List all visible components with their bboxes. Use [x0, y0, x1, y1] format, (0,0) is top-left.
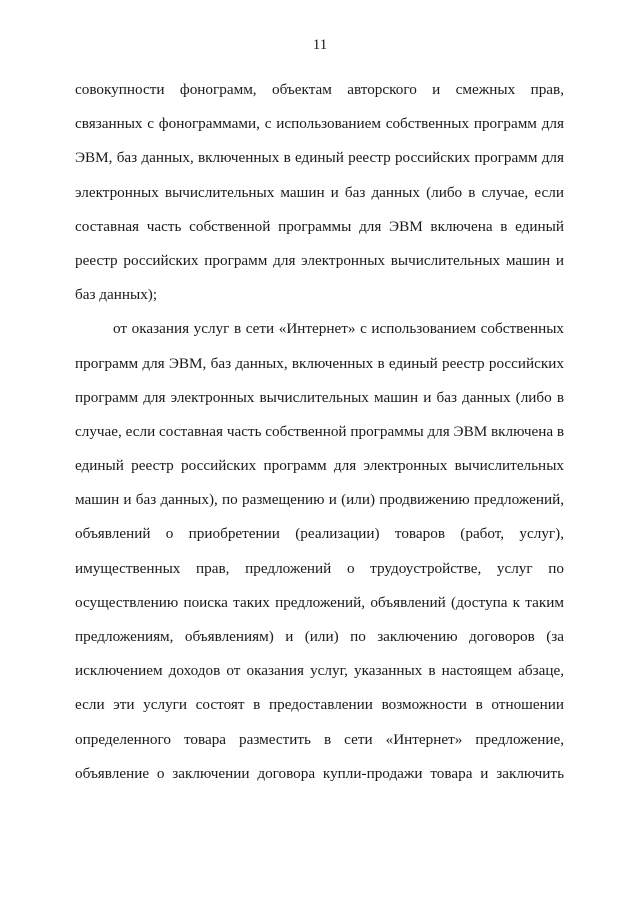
text-line: программ для ЭВМ, баз данных, включенных в единый реестр российских	[75, 354, 564, 372]
text-line: имущественных прав, предложений о трудоустройстве, услуг по	[75, 559, 564, 577]
text-line: случае, если составная часть собственной программы для ЭВМ включена в	[75, 422, 565, 440]
text-line: ЭВМ, баз данных, включенных в единый реестр российских программ для	[75, 149, 564, 167]
text-line: единый реестр российских программ для электронных вычислительных	[75, 457, 564, 475]
paragraph-1	[75, 73, 564, 312]
text-line: от оказания услуг в сети «Интернет» с использованием собственных	[113, 320, 564, 338]
text-line: объявлений о приобретении (реализации) товаров (работ, услуг),	[75, 525, 564, 543]
text-line: осуществлению поиска таких предложений, объявлений (доступа к таким	[75, 593, 564, 611]
text-line: если эти услуги состоят в предоставлении возможности в отношении	[75, 696, 564, 714]
text-line: связанных с фонограммами, с использованием собственных программ для	[75, 115, 564, 133]
text-line: электронных вычислительных машин и баз данных (либо в случае, если	[75, 183, 564, 201]
text-line: совокупности фонограмм, объектам авторского и смежных прав,	[75, 81, 564, 98]
text-line: реестр российских программ для электронных вычислительных машин и	[75, 251, 564, 269]
document-body	[75, 73, 564, 791]
text-line: объявление о заключении договора купли-продажи товара и заключить	[75, 764, 564, 782]
text-line: предложениям, объявлениям) и (или) по заключению договоров (за	[75, 628, 564, 645]
text-line: баз данных);	[75, 286, 158, 304]
paragraph-2	[75, 312, 564, 791]
page-number: 11	[312, 37, 328, 53]
text-line: исключением доходов от оказания услуг, указанных в настоящем абзаце,	[75, 662, 564, 680]
text-line: составная часть собственной программы для ЭВМ включена в единый	[75, 217, 564, 235]
text-line: программ для электронных вычислительных машин и баз данных (либо в	[75, 388, 564, 406]
text-line: определенного товара разместить в сети «Интернет» предложение,	[75, 730, 564, 748]
text-line: машин и баз данных), по размещению и (или) продвижению предложений,	[75, 491, 564, 509]
